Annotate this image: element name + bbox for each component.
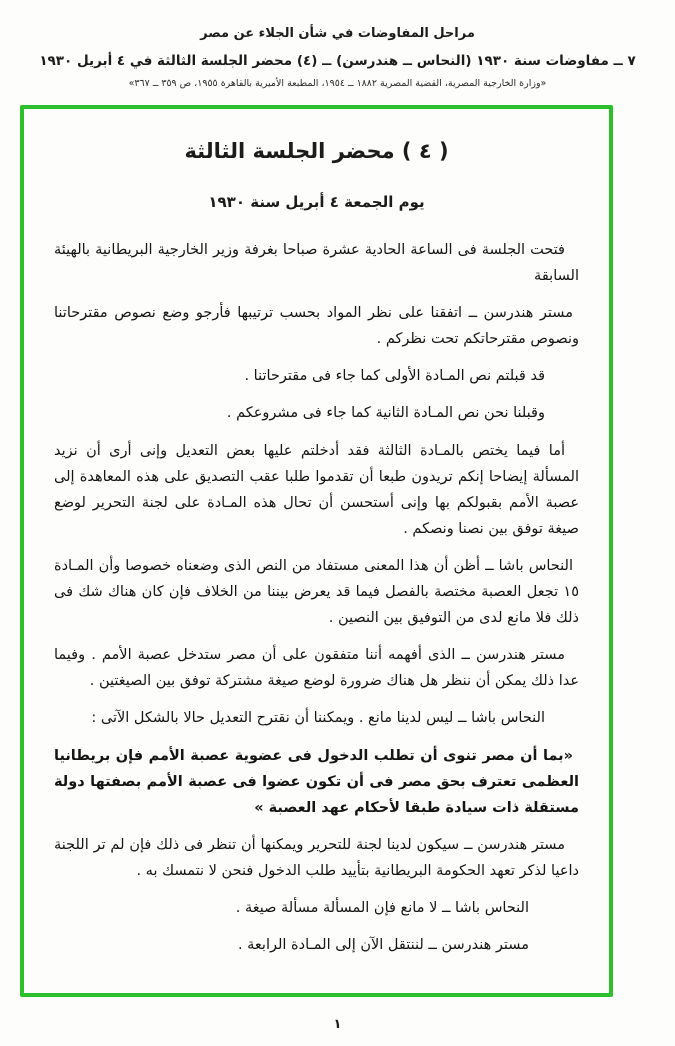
book-title: مراحل المفاوضات في شأن الجلاء عن مصر xyxy=(200,26,475,41)
paragraph: مستر هندرسن ــ لننتقل الآن إلى المـادة الرابعة . xyxy=(237,937,529,954)
paragraph: النحاس باشا ــ ليس لدينا مانع . ويمكننا أن نقترح التعديل حالا بالشكل الآتى : xyxy=(91,710,545,727)
paragraph: النحاس باشا ــ لا مانع فإن المسألة مسألة صيغة . xyxy=(235,899,529,916)
paragraph: أما فيما يختص بالمـادة الثالثة فقد أدخلتم عليها بعض التعديل وإنى أرى أن نزيد المسألة إيضاحا إنكم تريدون طبعا أن تقدموا طلبا عقب التصديق على هذه المعاهدة إلى عصبة الأمم بقبولكم بها وإنى أستحسن أن تحال هذه المـادة على لجنة التحرير لوضع صيغة توفق بين نصنا ونصكم . xyxy=(54,442,579,537)
paragraph: وقبلنا نحن نص المـادة الثانية كما جاء فى مشروعكم . xyxy=(226,405,545,422)
paragraph: قد قبلتم نص المـادة الأولى كما جاء فى مقترحاتنا . xyxy=(244,368,545,385)
highlight-frame xyxy=(20,105,613,997)
document-content xyxy=(24,109,609,993)
session-date: يوم الجمعة ٤ أبريل سنة ١٩٣٠ xyxy=(208,193,425,211)
paragraph: النحاس باشا ــ أظن أن هذا المعنى مستفاد من النص الذى وضعناه خصوصا وأن المـادة ١٥ تجعل العصبة مختصة بالفصل فيما قد يعرض بيننا من الخلاف فإن كان هناك شك فى ذلك فلا مانع لدى من التوفيق بين النصين . xyxy=(54,557,579,627)
page-header xyxy=(0,0,675,89)
page-number: ١ xyxy=(333,1017,342,1032)
paragraph: مستر هندرسن ــ اتفقنا على نظر المواد بحسب ترتيبها فأرجو وضع نصوص مقترحاتنا ونصوص مقترحاتكم تحت نظركم . xyxy=(54,305,579,348)
paragraph: مستر هندرسن ــ الذى أفهمه أننا متفقون على أن مصر ستدخل عصبة الأمم . وفيما عدا ذلك يمكن أن ننظر هل هناك ضرورة لوضع صيغة مشتركة توفق بين الصيغتين . xyxy=(54,647,579,690)
paragraph: فتحت الجلسة فى الساعة الحادية عشرة صباحا بغرفة وزير الخارجية البريطانية بالهيئة السابقة xyxy=(54,242,579,285)
paragraph: مستر هندرسن ــ سيكون لدينا لجنة للتحرير ويمكنها أن تنظر فى ذلك فإن لم تر اللجنة داعيا لذكر تعهد الحكومة البريطانية بتأييد طلب الدخول فنحن لا نتمسك به . xyxy=(54,836,579,879)
chapter-heading: ٧ ــ مفاوضات سنة ١٩٣٠ (النحاس ــ هندرسن) ــ (٤) محضر الجلسة الثالثة في ٤ أبريل ١٩٣٠ xyxy=(39,53,636,69)
minutes-body xyxy=(54,237,579,958)
session-title: ( ٤ ) محضر الجلسة الثالثة xyxy=(184,139,449,163)
source-citation: «وزارة الخارجية المصرية، القضية المصرية ١٨٨٢ ــ ١٩٥٤، المطبعة الأميرية بالقاهرة ١٩٥٥، ص ٣٥٩ ــ ٣٦٧» xyxy=(128,78,547,89)
quoted-article-text: «بما أن مصر تنوى أن تطلب الدخول فى عضوية عصبة الأمم فإن بريطانيا العظمى تعترف بحق مصر فى أن تكون عضوا فى عصبة الأمم بصفتها دولة مستقلة ذات سيادة طبقا لأحكام عهد العصبة » xyxy=(54,747,579,816)
